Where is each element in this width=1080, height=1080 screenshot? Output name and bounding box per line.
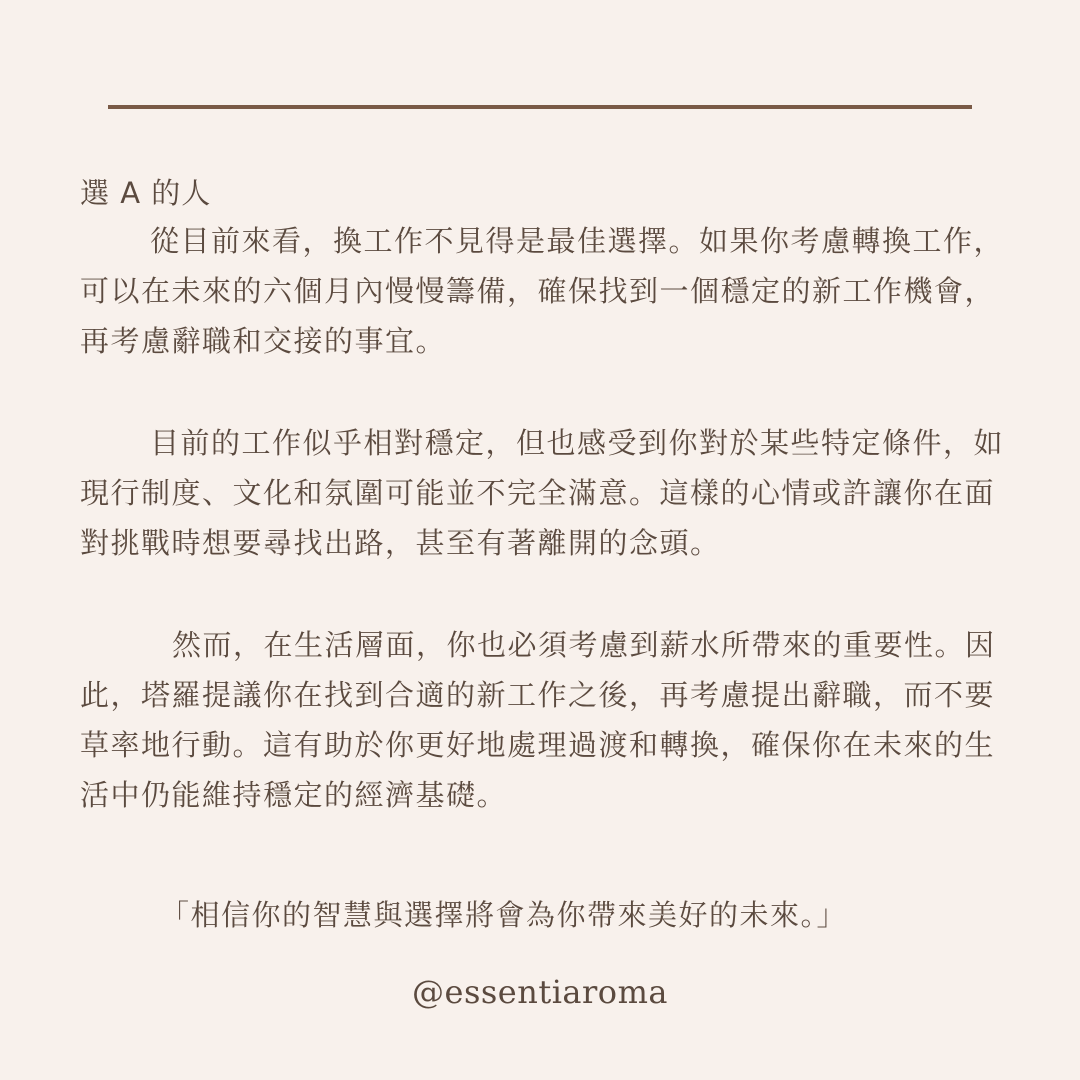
paragraph-2: 目前的工作似乎相對穩定，但也感受到你對於某些特定條件，如現行制度、文化和氛圍可能並不完全滿意。這樣的心情或許讓你在面對挑戰時想要尋找出路，甚至有著離開的念頭。: [80, 426, 1005, 560]
paragraph-3: 然而，在生活層面，你也必須考慮到薪水所帶來的重要性。因此，塔羅提議你在找到合適的新工作之後，再考慮提出辭職，而不要草率地行動。這有助於你更好地處理過渡和轉換，確保你在未來的生活中仍能維持穩定的經濟基礎。: [80, 628, 996, 812]
content-block: [80, 170, 1010, 872]
social-handle: @essentiaroma: [412, 973, 668, 1011]
section-title: 選 A 的人: [80, 176, 212, 210]
paragraph-1: 從目前來看，換工作不見得是最佳選擇。如果你考慮轉換工作，可以在未來的六個月內慢慢籌備，確保找到一個穩定的新工作機會，再考慮辭職和交接的事宜。: [80, 224, 1005, 358]
top-divider: [108, 105, 972, 109]
closing-quote: 「相信你的智慧與選擇將會為你帶來美好的未來。」: [160, 898, 848, 932]
